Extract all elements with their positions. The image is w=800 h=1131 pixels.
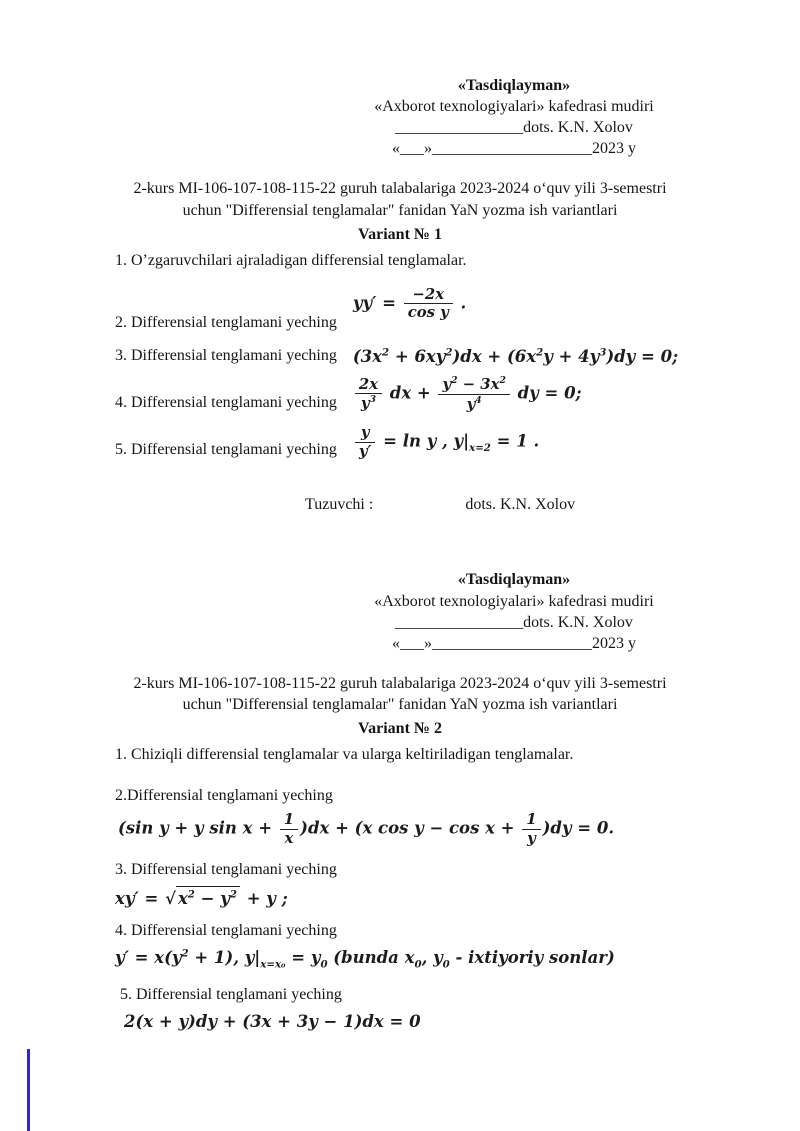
v2-task-5-formula: 2(x + y)dy + (3x + 3y − 1)dx = 0 bbox=[124, 1011, 421, 1031]
v2-task-3-formula: xy′ = √ $x^2 - y^2$ + y ; bbox=[115, 886, 288, 910]
v1-task-2-label: 2. Differensial tenglamani yeching bbox=[115, 313, 337, 331]
composer-label: Tuzuvchi : bbox=[305, 496, 374, 514]
intro-line-2: uchun "Differensial tenglamalar" fanidan YaN yozma ish variantlari bbox=[182, 695, 618, 713]
variant-1-section bbox=[0, 75, 800, 515]
v1-task-5-label: 5. Differensial tenglamani yeching bbox=[115, 441, 337, 459]
approval-date-line: «___»____________________2023 y bbox=[392, 140, 636, 158]
v1-task-5 bbox=[115, 425, 800, 462]
approval-block-1 bbox=[294, 75, 734, 159]
approval-department-line: «Axborot texnologiyalari» kafedrasi mudiri bbox=[374, 98, 654, 116]
approval-signature-line: ________________dots. K.N. Xolov bbox=[395, 119, 633, 137]
v2-task-1: 1. Chiziqli differensial tenglamalar va ularga keltiriladigan tenglamalar. bbox=[115, 746, 574, 764]
v1-task-3-label: 3. Differensial tenglamani yeching bbox=[115, 347, 337, 365]
variant-1-title: Variant № 1 bbox=[358, 225, 442, 243]
v2-task-2-formula: (sin y + y sin x + $\frac{1}{x}$ )dx + (x cos y − cos x + $\frac{1}{y}$ )dy = 0. bbox=[118, 810, 615, 847]
blue-margin-marker bbox=[27, 1049, 30, 1131]
intro-line-1: 2-kurs MI-106-107-108-115-22 guruh talabalariga 2023-2024 o‘quv yili 3-semestri bbox=[133, 180, 667, 198]
intro-paragraph-1 bbox=[0, 178, 800, 220]
v2-task-4-formula: $y' = x(y^2 + 1)$, $y|_{x=x_0} = y_0$ (bunda $x_0$, $y_0$ - ixtiyoriy sonlar) bbox=[115, 947, 615, 971]
v2-task-3-label: 3. Differensial tenglamani yeching bbox=[115, 860, 337, 878]
variant-2-section bbox=[0, 569, 800, 1032]
v1-task-3-formula: $(3x^2 + 6xy^2)dx + (6x^2y + 4y^3)dy = 0$; bbox=[352, 346, 679, 367]
v1-task-5-formula: $\frac{y}{y'}$ = ln y , $y|_{x=2} = 1$ . bbox=[353, 425, 539, 459]
approval-block-2 bbox=[294, 569, 734, 653]
intro-line-2: uchun "Differensial tenglamalar" fanidan YaN yozma ish variantlari bbox=[182, 201, 618, 219]
intro-paragraph-2 bbox=[0, 673, 800, 715]
approval-title: «Tasdiqlayman» bbox=[457, 77, 571, 94]
approval-date-line: «___»____________________2023 y bbox=[392, 634, 636, 652]
intro-line-1: 2-kurs MI-106-107-108-115-22 guruh talabalariga 2023-2024 o‘quv yili 3-semestri bbox=[133, 674, 667, 692]
approval-department-line: «Axborot texnologiyalari» kafedrasi mudiri bbox=[374, 592, 654, 610]
v1-task-4-formula: $\frac{2x}{y^3}$ dx + $\frac{y^2 - 3x^2}{y^4}$ dy = 0; bbox=[353, 376, 582, 412]
approval-signature-line: ________________dots. K.N. Xolov bbox=[395, 613, 633, 631]
v1-task-2-formula: yy′ = $\frac{-2x}{\text{cos y}}$ . bbox=[352, 284, 467, 322]
v2-task-4-label: 4. Differensial tenglamani yeching bbox=[115, 921, 337, 939]
v1-task-2 bbox=[115, 284, 800, 335]
composer-name: dots. K.N. Xolov bbox=[465, 496, 576, 514]
variant-2-title: Variant № 2 bbox=[358, 720, 442, 738]
v1-task-4 bbox=[115, 376, 800, 415]
v2-task-5-label: 5. Differensial tenglamani yeching bbox=[120, 985, 342, 1003]
v1-task-1: 1. O’zgaruvchilari ajraladigan differensial tenglamalar. bbox=[115, 251, 467, 269]
v1-task-4-label: 4. Differensial tenglamani yeching bbox=[115, 394, 337, 412]
composer-line bbox=[305, 494, 800, 515]
v1-task-3 bbox=[115, 345, 800, 368]
approval-title: «Tasdiqlayman» bbox=[457, 571, 571, 589]
v2-task-2-label: 2.Differensial tenglamani yeching bbox=[115, 787, 333, 805]
